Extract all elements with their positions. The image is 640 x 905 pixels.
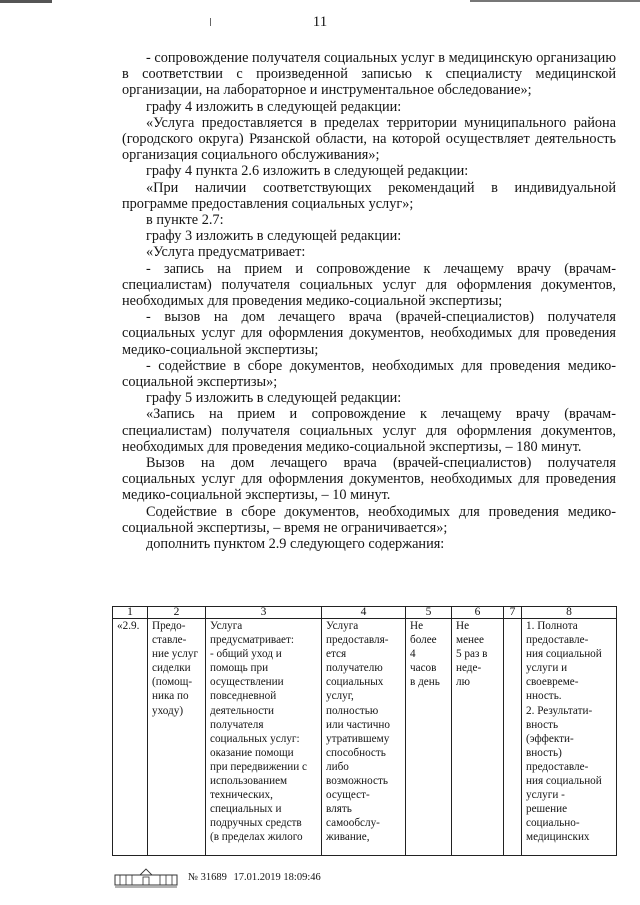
document-number: № 31689 <box>188 872 227 883</box>
paragraph-column4-instruction: графу 4 изложить в следующей редакции: <box>146 98 402 115</box>
paragraph-home-visit-duration: Вызов на дом лечащего врача (врачей-специалистов) получателя социальных услуг для оформления документов, необходимых для проведения медико-социальной экспертизы, – 10 минут. <box>122 455 616 504</box>
service-table <box>112 606 617 856</box>
table-header-cell: 7 <box>504 607 522 619</box>
paragraph-individual-program: «При наличии соответствующих рекомендаций в индивидуальной программе предоставления социальных услуг»; <box>122 179 616 212</box>
table-header-cell: 6 <box>452 607 504 619</box>
cell-service-conditions: Услуга предоставля- ется получателю социальных услуг, полностью или частично утратившему способность либо возможность осущест- влять самообслу- живание, <box>326 620 390 844</box>
cell-duration: Не более 4 часов в день <box>410 620 440 689</box>
paragraph-add-item29-instruction: дополнить пунктом 2.9 следующего содержания: <box>146 536 445 553</box>
cell-item-number: «2.9. <box>117 620 140 632</box>
cell-quality-indicators: 1. Полнота предоставле- ния социальной услуги и своевреме- нность. 2. Результати- вность (эффекти- вность) предоставле- ния социальной услуги - решение социально- медицинских <box>526 620 602 844</box>
registry-stamp-icon <box>114 866 178 888</box>
table-header-cell: 1 <box>113 607 148 619</box>
paragraph-column4-item26-instruction: графу 4 пункта 2.6 изложить в следующей редакции: <box>146 163 469 180</box>
table-header-row <box>113 607 617 619</box>
registration-stamp-text <box>188 872 321 883</box>
table-header-cell: 3 <box>206 607 322 619</box>
paragraph-appointment-duration: «Запись на прием и сопровождение к лечащему врачу (врачам-специалистам) получателя социальных услуг для оформления документов, необходимых для проведения медико-социальной экспертизы, – 180 минут. <box>122 406 616 455</box>
paragraph-document-assistance: - содействие в сборе документов, необходимых для проведения медико-социальной экспертизы»; <box>122 357 616 391</box>
paragraph-assistance-duration: Содействие в сборе документов, необходимых для проведения медико-социальной экспертизы, – время не ограничивается»; <box>122 503 616 536</box>
table-header-cell: 5 <box>406 607 452 619</box>
cell-frequency: Не менее 5 раз в неде- лю <box>456 620 488 689</box>
table-header-cell: 2 <box>148 607 206 619</box>
cell-service-description: Услуга предусматривает: - общий уход и помощь при осуществлении повседневной деятельности получателя социальных услуг: оказание помощи при передвижении с использованием технических, специальных и подручных средств (в пределах жилого <box>210 620 307 844</box>
paragraph-escort-to-medical-org: - сопровождение получателя социальных услуг в медицинскую организацию в соответствии с произведенной записью к специалисту медицинской организации, на лабораторное и инструментальное обследование»; <box>122 50 616 99</box>
table-header-cell: 8 <box>522 607 617 619</box>
paragraph-column5-instruction: графу 5 изложить в следующей редакции: <box>146 390 402 407</box>
document-body <box>122 50 616 552</box>
paragraph-appointment-escort: - запись на прием и сопровождение к лечащему врачу (врачам-специалистам) получателя социальных услуг для оформления документов, необходимых для проведения медико-социальной экспертизы; <box>122 260 616 310</box>
paragraph-doctor-home-visit: - вызов на дом лечащего врача (врачей-специалистов) получателя социальных услуг для оформления документов, необходимых для проведения медико-социальной экспертизы; <box>122 309 616 358</box>
paragraph-column3-instruction: графу 3 изложить в следующей редакции: <box>146 228 402 245</box>
paragraph-service-territory: «Услуга предоставляется в пределах территории муниципального района (городского округа) Рязанской области, на которой осуществляет деятельность организация социального обслуживания»; <box>122 114 616 164</box>
registration-timestamp: 17.01.2019 18:09:46 <box>233 872 321 883</box>
cell-service-name: Предо- ставле- ние услуг сиделки (помощ- ника по уходу) <box>152 620 199 717</box>
paragraph-item27-heading: в пункте 2.7: <box>146 212 224 229</box>
document-footer <box>114 866 534 890</box>
scan-edge-mark-right <box>470 0 640 2</box>
scan-edge-mark-left <box>0 0 52 3</box>
table-header-cell: 4 <box>322 607 406 619</box>
table-row <box>113 619 617 856</box>
paragraph-service-provides: «Услуга предусматривает: <box>146 244 306 261</box>
page-number: 11 <box>312 14 328 30</box>
